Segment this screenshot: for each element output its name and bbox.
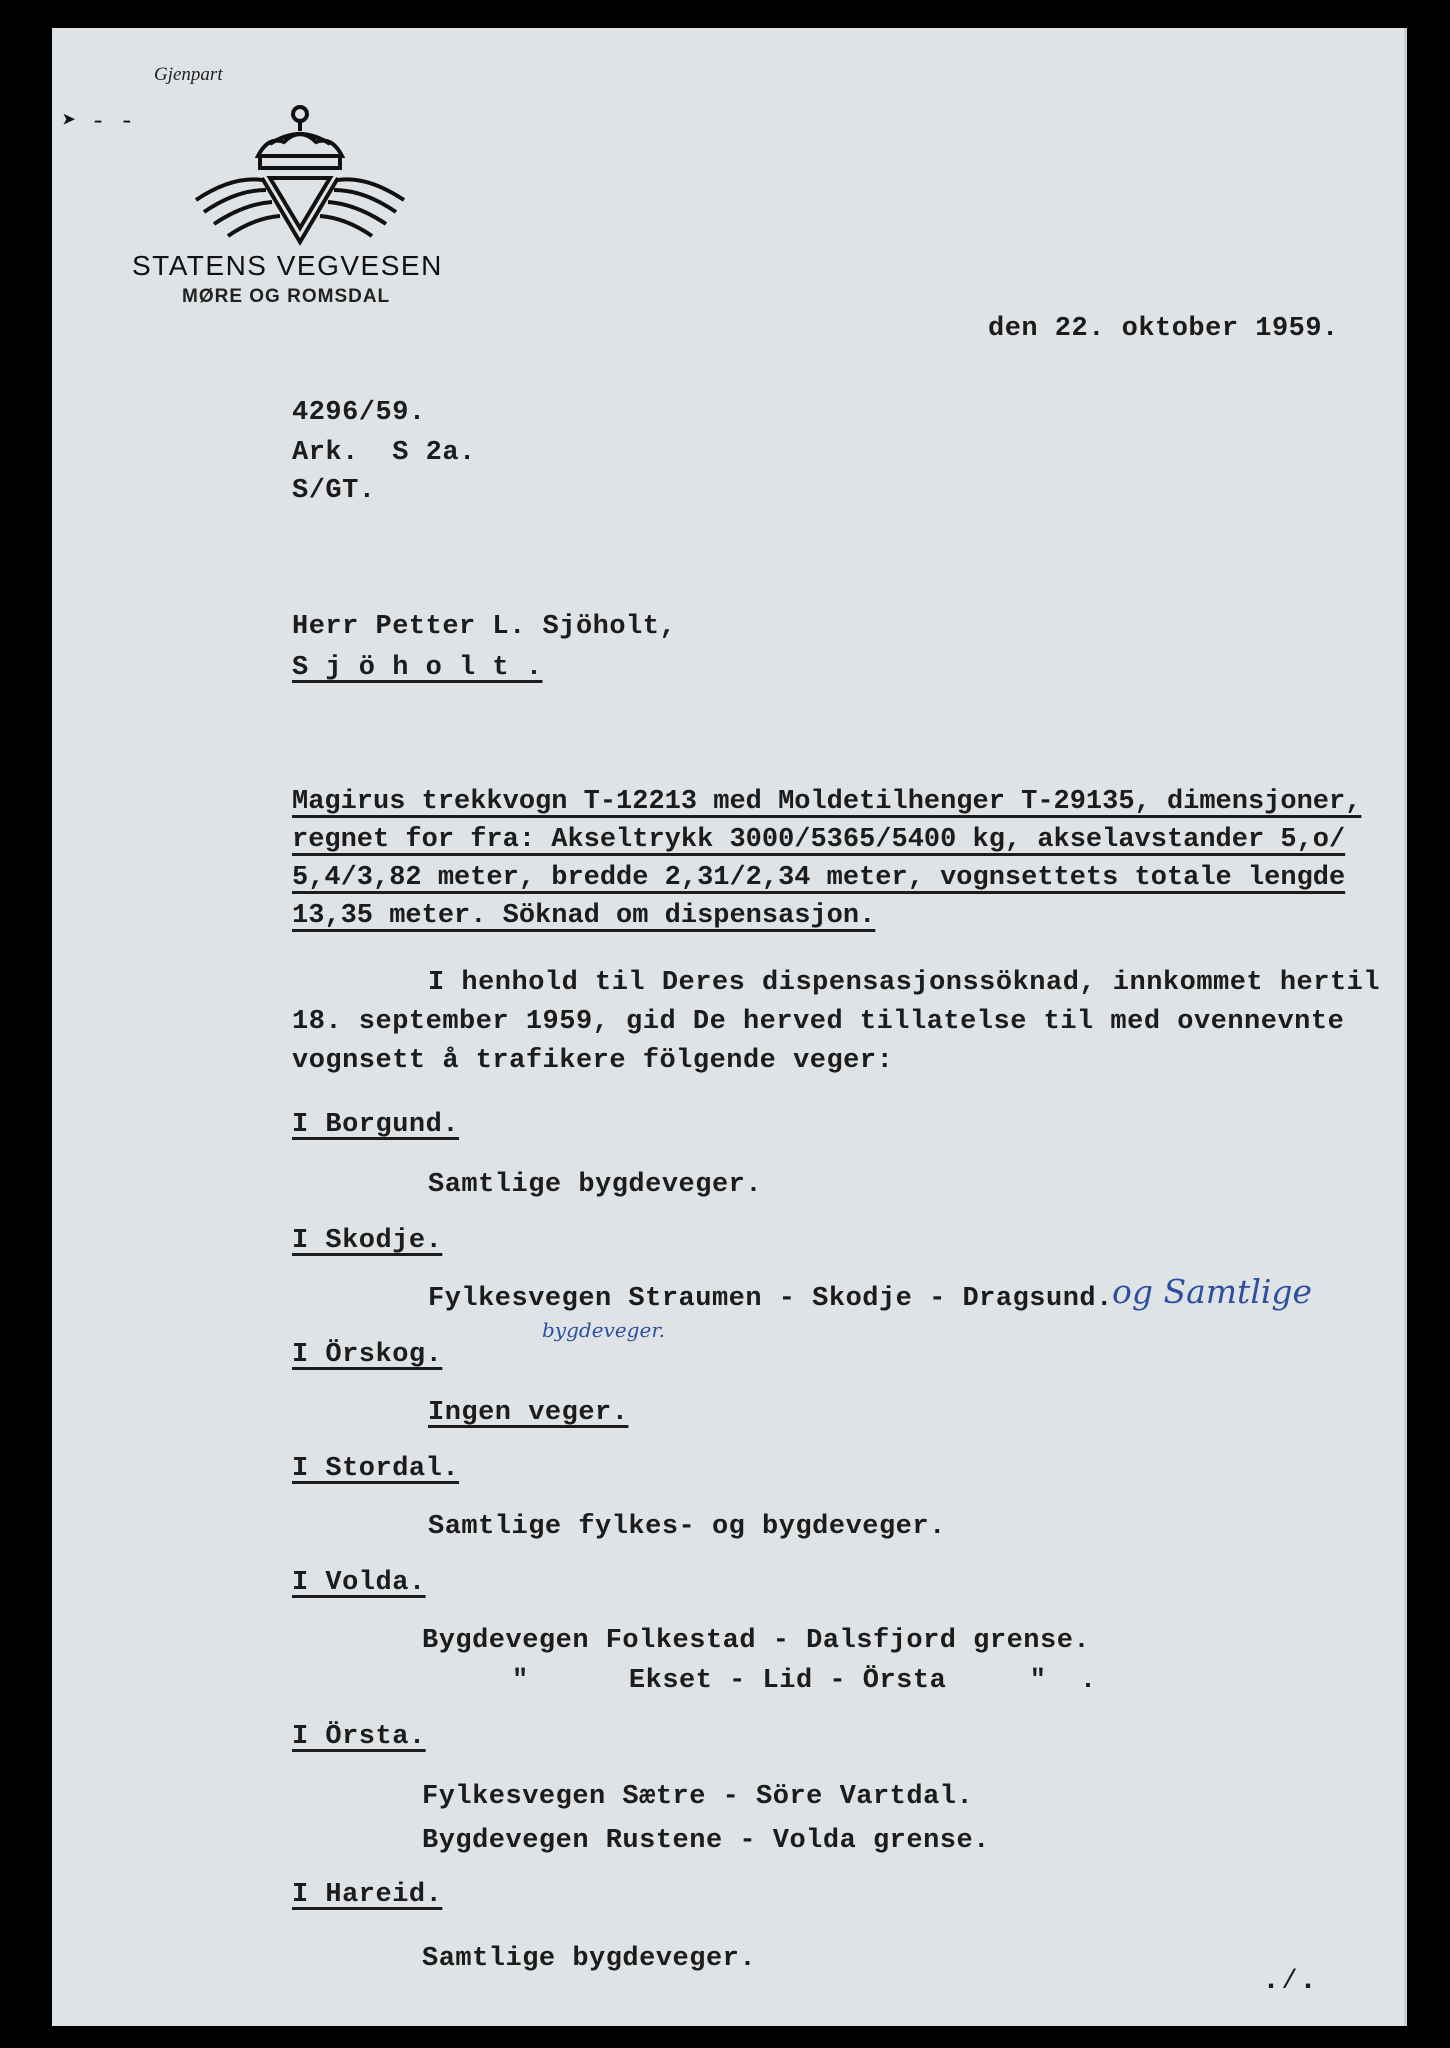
body-line: vognsett å trafikere fölgende veger: bbox=[292, 1046, 894, 1076]
subject-block bbox=[292, 783, 1402, 935]
recipient-place: S j ö h o l t . bbox=[292, 653, 543, 683]
municipality-heading: I Hareid. bbox=[292, 1880, 443, 1910]
municipality-heading: I Borgund. bbox=[292, 1110, 460, 1140]
crown-wings-logo-icon bbox=[192, 96, 452, 251]
initials: S/GT. bbox=[292, 476, 376, 506]
arrow-mark-icon: ➤ ‑ ‑ bbox=[62, 109, 135, 136]
road-item: Fylkesvegen Sætre - Söre Vartdal. bbox=[422, 1782, 974, 1812]
subject-line: 13,35 meter. Söknad om dispensasjon. bbox=[292, 901, 876, 931]
road-item: Samtlige fylkes- og bygdeveger. bbox=[428, 1512, 946, 1542]
reference-number: 4296/59. bbox=[292, 398, 426, 428]
municipality-heading: I Örskog. bbox=[292, 1340, 443, 1370]
letter-date: den 22. oktober 1959. bbox=[988, 314, 1339, 344]
handwritten-addition: bygdeveger. bbox=[542, 1318, 666, 1342]
subject-line: 5,4/3,82 meter, bredde 2,31/2,34 meter, vognsettets totale lengde bbox=[292, 863, 1346, 893]
handwritten-addition: og Samtlige bbox=[1112, 1272, 1313, 1311]
road-item: Samtlige bygdeveger. bbox=[422, 1944, 757, 1974]
road-item: Bygdevegen Folkestad - Dalsfjord grense. bbox=[422, 1626, 1091, 1656]
body-line: 18. september 1959, gid De herved tillatelse til med ovennevnte bbox=[292, 1007, 1345, 1037]
road-item: Bygdevegen Rustene - Volda grense. bbox=[422, 1826, 990, 1856]
region-name: MØRE OG ROMSDAL bbox=[182, 286, 391, 307]
letter-page bbox=[52, 28, 1407, 2026]
municipality-heading: I Volda. bbox=[292, 1568, 426, 1598]
road-item: Ingen veger. bbox=[428, 1398, 629, 1428]
organization-name: STATENS VEGVESEN bbox=[132, 250, 443, 281]
subject-line: regnet for fra: Akseltrykk 3000/5365/5400 kg, akselavstander 5,o/ bbox=[292, 825, 1346, 855]
municipality-heading: I Stordal. bbox=[292, 1454, 460, 1484]
archive-code: Ark. S 2a. bbox=[292, 438, 476, 468]
page-continuation-mark: .⁄. bbox=[1262, 1964, 1318, 1998]
body-line: I henhold til Deres dispensasjonssöknad, innkommet hertil bbox=[428, 968, 1381, 998]
recipient-name: Herr Petter L. Sjöholt, bbox=[292, 612, 677, 642]
subject-line: Magirus trekkvogn T-12213 med Moldetilhenger T-29135, dimensjoner, bbox=[292, 787, 1362, 817]
municipality-heading: I Örsta. bbox=[292, 1722, 426, 1752]
copy-mark: Gjenpart bbox=[154, 64, 223, 85]
road-item: " Ekset - Lid - Örsta " . bbox=[512, 1666, 1097, 1696]
road-item: Fylkesvegen Straumen - Skodje - Dragsund. bbox=[428, 1284, 1113, 1314]
municipality-heading: I Skodje. bbox=[292, 1226, 443, 1256]
road-item: Samtlige bygdeveger. bbox=[428, 1170, 763, 1200]
